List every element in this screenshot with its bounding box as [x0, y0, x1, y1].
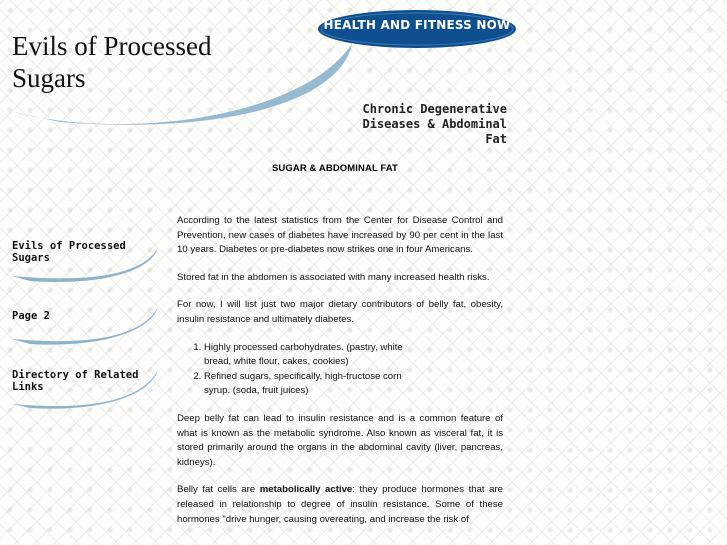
- page-subtitle: [355, 102, 507, 147]
- paragraph-statistics: According to the latest statistics from the Center for Disease Control and Prevention, new cases of diabetes have increased by 90 per cent in the last 10 years. Diabetes or pre-diabetes now strikes one in four Americans.: [177, 215, 503, 256]
- main-content: [177, 214, 503, 540]
- section-heading: SUGAR & ABDOMINAL FAT: [272, 163, 398, 174]
- contributors-list: [177, 341, 424, 399]
- paragraph-insulin-resistance: Deep belly fat can lead to insulin resistance and is a common feature of what is known as the metabolic syndrome. Also known as visceral fat, it is stored primarily around the organs in the abdominal cavity (liver, pancreas, kidneys).: [177, 412, 503, 468]
- subtitle-line2: Diseases & Abdominal: [362, 117, 507, 131]
- list-item: 1. Highly processed carbohydrates. (pastry, white bread, white flour, cakes, cookies): [204, 341, 424, 370]
- nav-link-label: Directory of Related: [12, 369, 139, 381]
- subtitle-line1: Chronic Degenerative: [362, 102, 507, 116]
- bold-term: metabolically active: [259, 484, 353, 496]
- nav-link-label: Links: [12, 381, 44, 393]
- nav-link-evils-of-processed-sugars[interactable]: [12, 240, 152, 264]
- paragraph-contributors: For now, I will list just two major dietary contributors of belly fat, obesity, insulin resistance and ultimately diabetes.: [177, 299, 503, 325]
- site-title-line2: Sugars: [12, 63, 86, 93]
- nav-link-label: Sugars: [12, 252, 50, 264]
- list-item: 2. Refined sugars, specifically, high-fructose corn syrup. (soda, fruit juices): [204, 370, 424, 399]
- site-title: [12, 30, 312, 94]
- text-span: Belly fat cells are: [177, 484, 260, 496]
- subtitle-line3: Fat: [485, 132, 507, 146]
- text-span: : they produce hormones that are released in relationship to degree of insulin resistance. Some of these hormones "drive hunger, causing overeating, and increase the risk of: [177, 484, 504, 525]
- nav-link-page-2[interactable]: [12, 310, 152, 322]
- nav-link-label: Page 2: [12, 310, 50, 322]
- site-title-line1: Evils of Processed: [12, 31, 212, 61]
- paragraph-stored-fat: Stored fat in the abdomen is associated with many increased health risks.: [177, 271, 490, 283]
- site-badge[interactable]: HEALTH AND FITNESS NOW: [323, 18, 511, 32]
- nav-link-label: Evils of Processed: [12, 240, 126, 252]
- nav-link-directory-of-related-links[interactable]: [12, 369, 152, 393]
- paragraph-metabolically-active: [177, 483, 503, 527]
